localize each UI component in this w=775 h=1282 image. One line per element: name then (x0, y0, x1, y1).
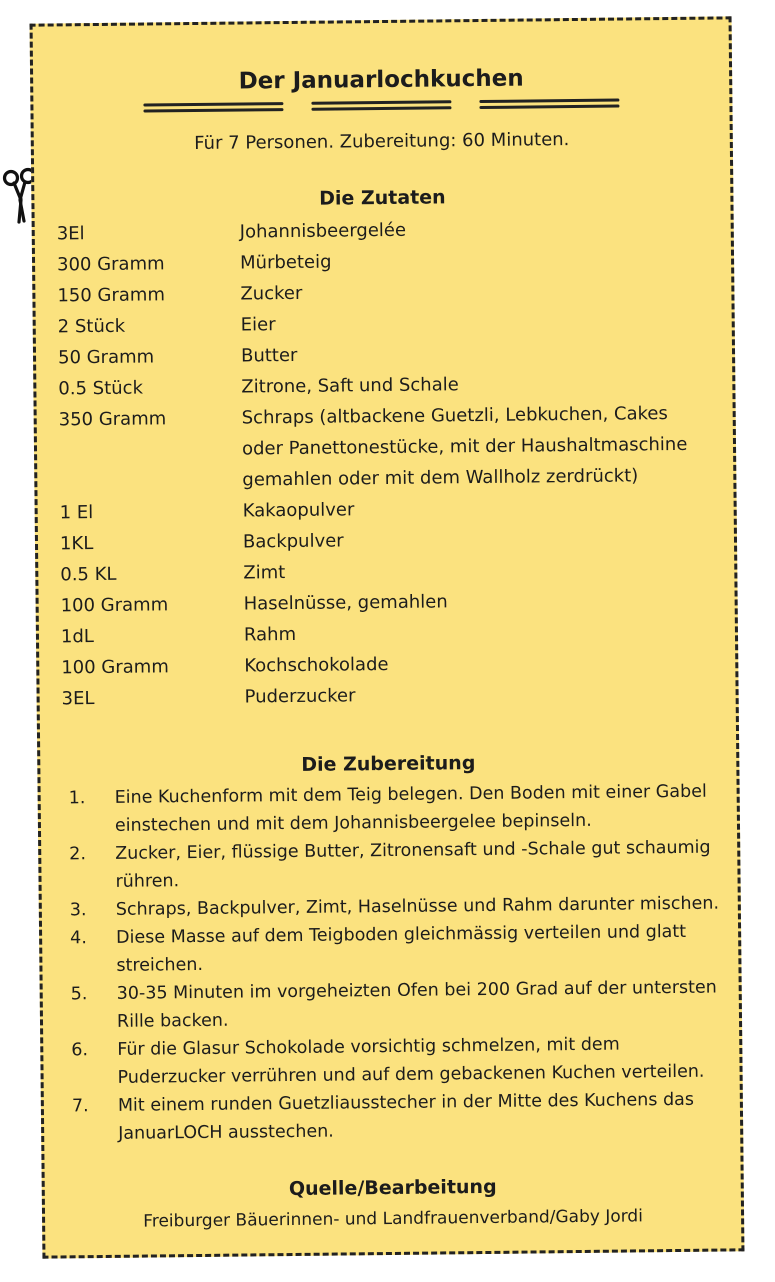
source-heading: Quelle/Bearbeitung (288, 1175, 497, 1201)
step-number: 2. (69, 844, 87, 865)
ingredient-name: Schraps (altbackene Guetzli, Lebkuchen, Cakes oder Panettonestücke, mit der Haushaltmaschine gemahlen oder mit dem Wallholz zerdrückt) (241, 403, 688, 491)
ingredient-quantity: 50 Gramm (57, 346, 155, 369)
step-text: Diese Masse auf dem Teigboden gleichmässig verteilen und glatt streichen. (116, 921, 687, 976)
ingredient-name: Mürbeteig (239, 251, 332, 274)
step-text: Zucker, Eier, flüssige Butter, Zitronensaft und -Schale gut schaumig rühren. (115, 837, 711, 892)
step-item (70, 918, 721, 981)
source-text: Freiburger Bäuerinnen- und Landfrauenverband/Gaby Jordi (143, 1206, 644, 1232)
ingredient-name: Puderzucker (244, 685, 356, 708)
step-number: 1. (68, 788, 86, 809)
recipe-title: Der Januarlochkuchen (238, 65, 524, 95)
ingredient-name: Zucker (240, 282, 303, 305)
ingredient-name: Eier (240, 314, 276, 336)
step-item (69, 778, 720, 841)
ingredient-name: Kakaopulver (242, 499, 355, 522)
ingredient-row (59, 398, 710, 498)
step-text: Mit einem runden Guetzliausstecher in der Mitte des Kuchens das JanuarLOCH ausstechen. (117, 1089, 695, 1144)
ingredient-quantity: 100 Gramm (60, 594, 169, 617)
preparation-steps (69, 778, 723, 1149)
title-rule-left (143, 102, 283, 113)
ingredient-name: Backpulver (242, 530, 344, 553)
step-number: 3. (69, 900, 87, 921)
title-rule-right (479, 99, 619, 110)
step-item (71, 1030, 722, 1093)
step-number: 5. (70, 984, 88, 1005)
ingredient-quantity: 3EL (61, 688, 95, 710)
ingredient-name: Kochschokolade (244, 653, 389, 677)
ingredient-name: Johannisbeergelée (239, 219, 407, 243)
step-number: 7. (71, 1096, 89, 1117)
ingredient-quantity: 0.5 KL (60, 563, 117, 586)
step-text: Schraps, Backpulver, Zimt, Haselnüsse und Rahm darunter mischen. (115, 893, 720, 920)
ingredient-quantity: 350 Gramm (58, 408, 167, 431)
step-text: 30-35 Minuten im vorgeheizten Ofen bei 200 Grad auf der untersten Rille backen. (116, 977, 717, 1032)
ingredient-quantity: 1dL (60, 626, 94, 648)
ingredients-heading: Die Zutaten (319, 186, 446, 210)
step-number: 6. (71, 1040, 89, 1061)
ingredient-name: Haselnüsse, gemahlen (243, 591, 448, 615)
step-item (71, 974, 722, 1037)
step-number: 4. (70, 928, 87, 949)
title-rule-center (311, 100, 451, 111)
ingredient-name: Rahm (243, 623, 297, 646)
step-text: Für die Glasur Schokolade vorsichtig schmelzen, mit dem Puderzucker verrühren und auf dem gebackenen Kuchen verteilen. (117, 1034, 705, 1088)
ingredient-name: Zimt (243, 562, 286, 584)
step-text: Eine Kuchenform mit dem Teig belegen. Den Boden mit einer Gabel einstechen und mit dem Johannisbeergelee bepinseln. (114, 781, 707, 836)
ingredient-quantity: 3El (56, 223, 85, 245)
step-item (69, 834, 720, 897)
ingredient-quantity: 1 El (59, 502, 94, 524)
ingredient-quantity: 2 Stück (57, 315, 126, 338)
ingredient-quantity: 1KL (59, 533, 94, 555)
ingredient-quantity: 100 Gramm (61, 656, 169, 679)
servings-and-time: Für 7 Personen. Zubereitung: 60 Minuten. (194, 129, 570, 154)
ingredient-quantity: 150 Gramm (57, 284, 166, 307)
ingredient-name: Zitrone, Saft und Schale (241, 374, 459, 398)
ingredient-list (57, 212, 712, 715)
ingredient-row (61, 677, 711, 715)
ingredient-quantity: 0.5 Stück (58, 377, 144, 400)
recipe-card (30, 16, 745, 1258)
preparation-heading: Die Zubereitung (301, 752, 476, 776)
ingredient-name: Butter (240, 344, 298, 367)
step-item (72, 1086, 723, 1149)
ingredient-quantity: 300 Gramm (56, 253, 165, 276)
